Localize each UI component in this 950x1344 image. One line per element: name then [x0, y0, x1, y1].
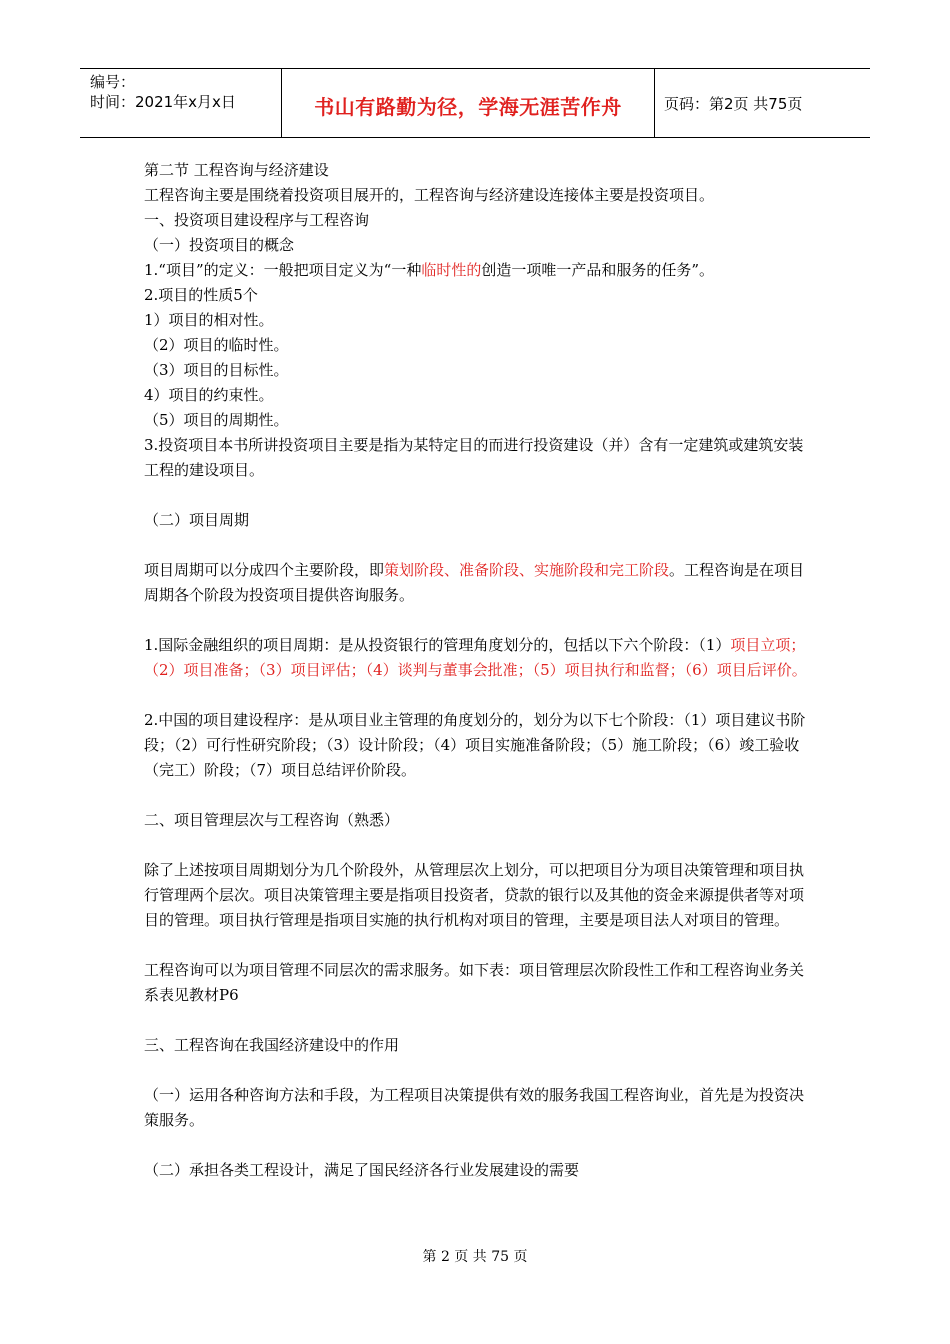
china-procedure-paragraph: 2.中国的项目建设程序：是从项目业主管理的角度划分的，划分为以下七个阶段：（1）项目建议书阶段；（2）可行性研究阶段；（3）设计阶段；（4）项目实施准备阶段；（5）施工阶段；（6）竣工验收（完工）阶段；（7）项目总结评价阶段。 — [144, 711, 806, 779]
nature-heading: 2.项目的性质5个 — [144, 286, 258, 304]
document-body — [144, 158, 812, 1183]
nature-item: 4）项目的约束性。 — [144, 386, 274, 404]
cycle-text-end: 。工程咨询是在项目周期各个阶段为投资项目提供咨询服务。 — [144, 561, 805, 604]
part3-heading: 三、工程咨询在我国经济建设中的作用 — [144, 1036, 400, 1054]
section-title: 第二节 工程咨询与经济建设 — [144, 161, 329, 179]
code-label: 编号： — [90, 73, 136, 91]
nature-item: （5）项目的周期性。 — [144, 411, 289, 429]
page-footer: 第 2 页 共 75 页 — [422, 1249, 528, 1265]
time-label: 时间：2021年x月x日 — [90, 93, 236, 111]
role-item: （一）运用各种咨询方法和手段，为工程项目决策提供有效的服务我国工程咨询业，首先是为投资决策服务。 — [144, 1086, 805, 1129]
cycle-text: 项目周期可以分成四个主要阶段，即 — [144, 561, 385, 579]
cycle-paragraph — [144, 558, 812, 608]
cycle-highlight: 策划阶段、准备阶段、实施阶段和完工阶段 — [384, 561, 670, 579]
intl-cycle-highlight: 项目立项；（2）项目准备；（3）项目评估；（4）谈判与董事会批准；（5）项目执行和监督；（6）项目后评价。 — [144, 636, 807, 679]
sub1-heading: （一）投资项目的概念 — [144, 236, 295, 254]
definition-text-end: 创造一项唯一产品和服务的任务”。 — [481, 261, 715, 279]
header-left-cell — [90, 72, 236, 112]
nature-item: 1）项目的相对性。 — [144, 311, 274, 329]
sub2-heading: （二）项目周期 — [144, 511, 250, 529]
investment-definition: 3.投资项目本书所讲投资项目主要是指为某特定目的而进行投资建设（并）含有一定建筑或建筑安装工程的建设项目。 — [144, 436, 804, 479]
header-divider — [654, 69, 655, 137]
nature-item: （2）项目的临时性。 — [144, 336, 289, 354]
service-paragraph: 工程咨询可以为项目管理不同层次的需求服务。如下表：项目管理层次阶段性工作和工程咨询业务关系表见教材P6 — [144, 961, 805, 1004]
nature-item: （3）项目的目标性。 — [144, 361, 289, 379]
role-item: （二）承担各类工程设计，满足了国民经济各行业发展建设的需要 — [144, 1161, 580, 1179]
levels-paragraph: 除了上述按项目周期划分为几个阶段外，从管理层次上划分，可以把项目分为项目决策管理和项目执行管理两个层次。项目决策管理主要是指项目投资者，贷款的银行以及其他的资金来源提供者等对项目的管理。项目执行管理是指项目实施的执行机构对项目的管理，主要是项目法人对项目的管理。 — [144, 861, 805, 929]
motto: 书山有路勤为径，学海无涯苦作舟 — [314, 95, 622, 119]
definition-text: 1.“项目”的定义：一般把项目定义为“一种 — [144, 261, 422, 279]
intl-cycle-text: 1.国际金融组织的项目周期：是从投资银行的管理角度划分的，包括以下六个阶段：（1） — [144, 636, 731, 654]
intro-paragraph: 工程咨询主要是围绕着投资项目展开的，工程咨询与经济建设连接体主要是投资项目。 — [144, 186, 715, 204]
part2-heading: 二、项目管理层次与工程咨询（熟悉） — [144, 811, 400, 829]
intl-cycle-paragraph — [144, 633, 812, 683]
page-info: 页码：第2页 共75页 — [664, 95, 803, 113]
project-definition — [144, 258, 812, 283]
part1-heading: 一、投资项目建设程序与工程咨询 — [144, 211, 370, 229]
header-table — [80, 68, 870, 138]
definition-highlight: 临时性的 — [421, 261, 482, 279]
